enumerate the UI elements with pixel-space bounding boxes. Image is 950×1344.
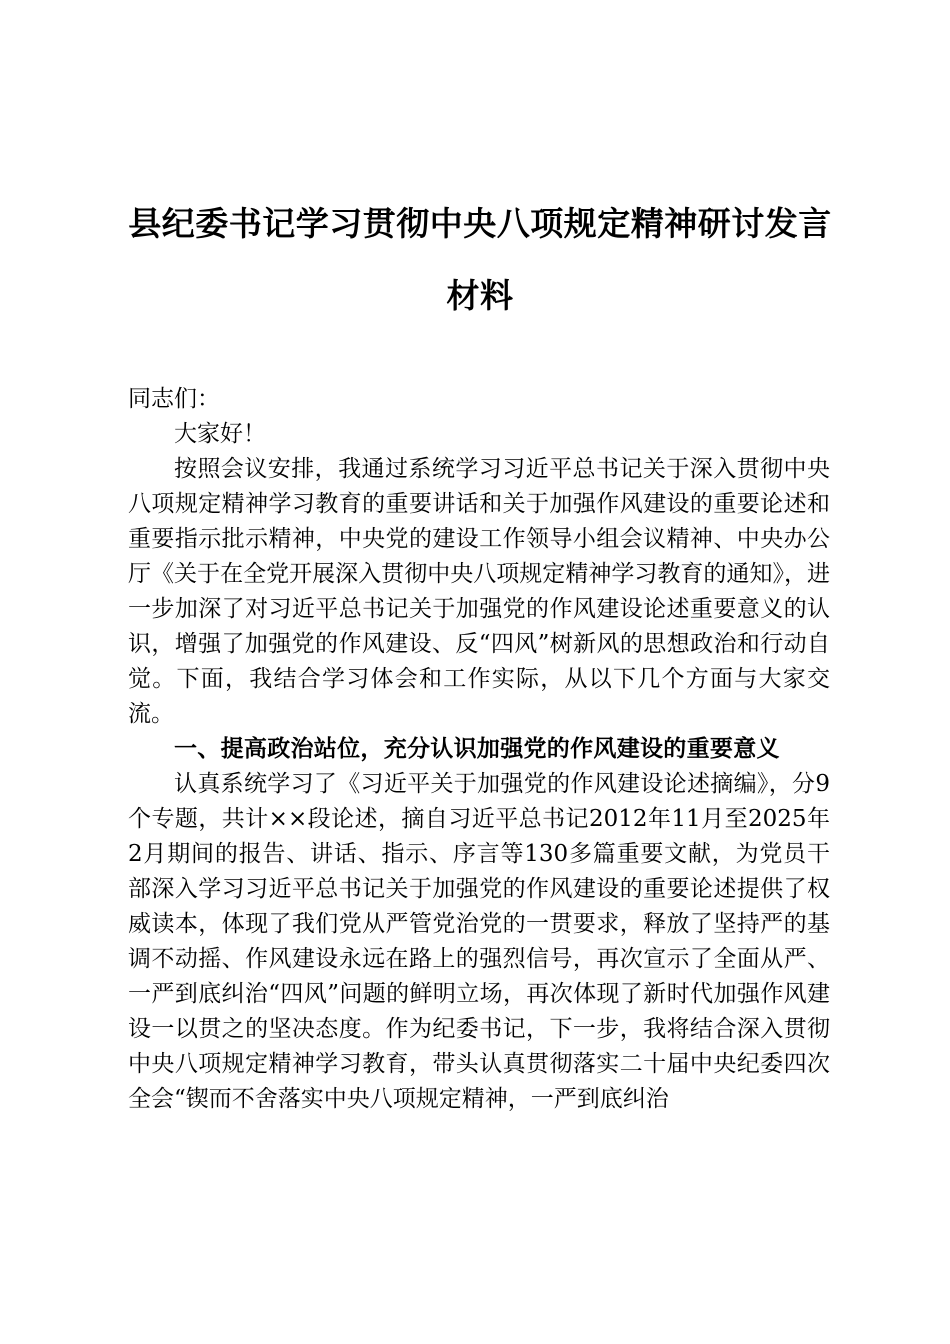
section-heading: 一、提高政治站位，充分认识加强党的作风建设的重要意义 [174, 736, 780, 762]
greeting: 大家好！ [174, 421, 266, 447]
document-title: 县纪委书记学习贯彻中央八项规定精神研讨发言材料 [128, 204, 832, 315]
salutation: 同志们： [128, 386, 220, 412]
document-body [128, 382, 830, 1117]
paragraph-intro: 按照会议安排，我通过系统学习习近平总书记关于深入贯彻中央八项规定精神学习教育的重要讲话和关于加强作风建设的重要论述和重要指示批示精神，中央党的建设工作领导小组会议精神、中央办公厅《关于在全党开展深入贯彻中央八项规定精神学习教育的通知》，进一步加深了对习近平总书记关于加强党的作风建设论述重要意义的认识，增强了加强党的作风建设、反“四风”树新风的思想政治和行动自觉。下面，我结合学习体会和工作实际，从以下几个方面与大家交流。 [128, 456, 830, 727]
paragraph-section-1: 认真系统学习了《习近平关于加强党的作风建设论述摘编》，分9个专题，共计××段论述，摘自习近平总书记2012年11月至2025年2月期间的报告、讲话、指示、序言等130多篇重要文献，为党员干部深入学习习近平总书记关于加强党的作风建设的重要论述提供了权威读本，体现了我们党从严管党治党的一贯要求，释放了坚持严的基调不动摇、作风建设永远在路上的强烈信号，再次宣示了全面从严、一严到底纠治“四风”问题的鲜明立场，再次体现了新时代加强作风建设一以贯之的坚决态度。作为纪委书记，下一步，我将结合深入贯彻中央八项规定精神学习教育，带头认真贯彻落实二十届中央纪委四次全会“锲而不舍落实中央八项规定精神，一严到底纠治 [128, 771, 830, 1112]
